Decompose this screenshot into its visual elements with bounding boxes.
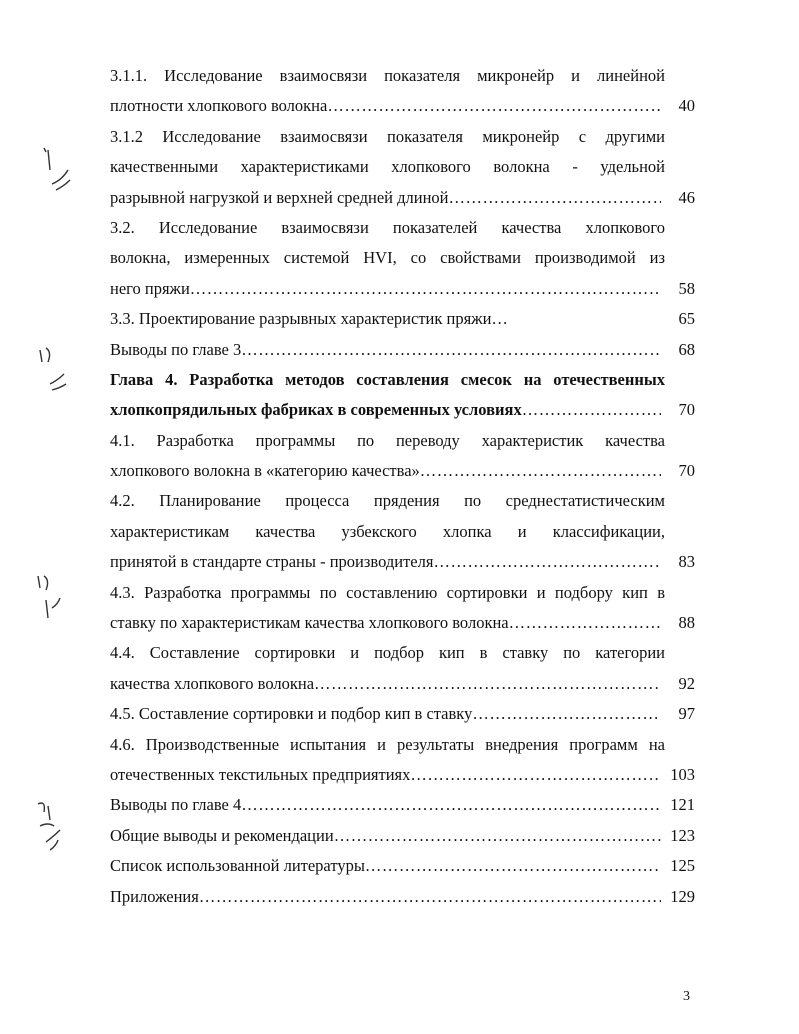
toc-page-number: 70 — [678, 461, 695, 481]
dot-leader — [365, 851, 661, 881]
toc-page-number: 123 — [670, 825, 695, 845]
toc-entry-title-end: хлопкопрядильных фабриках в современных условиях — [110, 400, 522, 420]
toc-entry-general-conclusions[interactable] — [110, 821, 695, 851]
toc-entry-title-end: Общие выводы и рекомендации — [110, 825, 334, 845]
toc-entry-title-end: Список использованной литературы — [110, 856, 365, 876]
toc-entry-title-end: Выводы по главе 3 — [110, 339, 242, 359]
toc-entry-4-6[interactable] — [110, 730, 695, 791]
toc-entry-last-line — [110, 274, 695, 304]
toc-entry-title-end: него пряжи — [110, 278, 190, 298]
toc-entry-4-2[interactable] — [110, 486, 695, 577]
toc-page-number: 88 — [678, 613, 695, 633]
toc-entry-last-line — [110, 183, 695, 213]
dot-leader — [449, 183, 662, 213]
toc-page-number: 121 — [670, 795, 695, 815]
dot-leader — [327, 91, 661, 121]
toc-page-number: 68 — [678, 339, 695, 359]
toc-entry-last-line — [110, 760, 695, 790]
toc-entry-last-line — [110, 547, 695, 577]
toc-page-number: 58 — [678, 278, 695, 298]
toc-entry-title-end: отечественных текстильных предприятиях — [110, 764, 411, 784]
toc-entry-4-4[interactable] — [110, 638, 695, 699]
toc-page-number: 129 — [670, 886, 695, 906]
toc-entry-last-line — [110, 456, 695, 486]
dot-leader — [334, 821, 661, 851]
toc-entry-4-3[interactable] — [110, 578, 695, 639]
toc-entry-text-line: 3.2. Исследование взаимосвязи показателей качества хлопкового — [110, 217, 665, 237]
toc-entry-title-end: плотности хлопкового волокна — [110, 96, 328, 116]
toc-entry-last-line — [110, 851, 695, 881]
handwritten-margin-mark-icon — [34, 796, 74, 866]
toc-entry-text-line: характеристикам качества узбекского хлопка и классификации, — [110, 521, 665, 541]
toc-entry-last-line — [110, 882, 695, 912]
toc-entry-title-end: Выводы по главе 4 — [110, 795, 242, 815]
toc-entry-last-line — [110, 395, 695, 425]
toc-page-number: 40 — [678, 96, 695, 116]
toc-entry-last-line — [110, 335, 695, 365]
toc-entry-title-end: Приложения — [110, 886, 199, 906]
toc-page-number: 70 — [678, 400, 695, 420]
toc-entry-text-line: качественными характеристиками хлопкового волокна - удельной — [110, 157, 665, 177]
dot-leader — [472, 699, 661, 729]
toc-entry-chapter-4[interactable] — [110, 365, 695, 426]
dot-leader — [410, 760, 661, 790]
toc-entry-text-line: 3.1.1. Исследование взаимосвязи показателя микронейр и линейной — [110, 66, 665, 85]
toc-entry-4-5[interactable] — [110, 699, 695, 729]
page-number: 3 — [683, 989, 690, 1004]
toc-page-number: 46 — [678, 187, 695, 207]
toc-entry-title-end: разрывной нагрузкой и верхней средней длиной — [110, 187, 449, 207]
toc-entry-text-line: 4.6. Производственные испытания и результаты внедрения программ на — [110, 734, 665, 754]
toc-entry-3-3[interactable] — [110, 304, 695, 334]
toc-page-number: 65 — [678, 309, 695, 329]
toc-entry-conclusions-ch4[interactable] — [110, 790, 695, 820]
toc-entry-text-line: 3.1.2 Исследование взаимосвязи показателя микронейр с другими — [110, 126, 665, 146]
toc-entry-text-line: Глава 4. Разработка методов составления смесок на отечественных — [110, 369, 665, 389]
toc-entry-title-end: качества хлопкового волокна — [110, 673, 315, 693]
dot-leader — [190, 274, 661, 304]
toc-entry-title-end: 3.3. Проектирование разрывных характеристик пряжи… — [110, 309, 508, 329]
toc-entry-title-end: принятой в стандарте страны - производителя — [110, 552, 434, 572]
handwritten-margin-mark-icon — [38, 140, 78, 200]
toc-entry-text-line: 4.1. Разработка программы по переводу характеристик качества — [110, 430, 665, 450]
toc-entry-conclusions-ch3[interactable] — [110, 335, 695, 365]
toc-entry-3-1-2[interactable] — [110, 122, 695, 213]
toc-page-number: 103 — [670, 764, 695, 784]
toc-entry-last-line — [110, 91, 695, 121]
toc-entry-3-2[interactable] — [110, 213, 695, 304]
toc-entry-text-line: 4.4. Составление сортировки и подбор кип в ставку по категории — [110, 643, 665, 663]
toc-entry-last-line — [110, 669, 695, 699]
handwritten-margin-mark-icon — [36, 340, 76, 410]
toc-entry-appendices[interactable] — [110, 882, 695, 912]
dot-leader — [509, 608, 661, 638]
dot-leader — [420, 456, 661, 486]
toc-page-number: 97 — [678, 704, 695, 724]
toc-entry-last-line — [110, 790, 695, 820]
toc-entry-last-line — [110, 608, 695, 638]
toc-entry-title-end: ставку по характеристикам качества хлопкового волокна — [110, 613, 509, 633]
toc-entry-3-1-1[interactable] — [110, 61, 695, 122]
table-of-contents — [110, 61, 695, 912]
toc-entry-last-line — [110, 304, 695, 334]
toc-entry-text-line: 4.2. Планирование процесса прядения по среднестатистическим — [110, 491, 665, 511]
toc-entry-title-end: хлопкового волокна в «категорию качества» — [110, 461, 420, 481]
handwritten-margin-mark-icon — [34, 570, 74, 630]
dot-leader — [199, 882, 661, 912]
toc-entry-text-line: 4.3. Разработка программы по составлению сортировки и подбору кип в — [110, 582, 665, 602]
dot-leader — [241, 790, 661, 820]
toc-entry-last-line — [110, 821, 695, 851]
dot-leader — [522, 395, 661, 425]
toc-entry-references[interactable] — [110, 851, 695, 881]
dot-leader — [241, 335, 661, 365]
toc-entry-title-end: 4.5. Составление сортировки и подбор кип в ставку — [110, 704, 473, 724]
toc-page-number: 83 — [678, 552, 695, 572]
toc-page-number: 125 — [670, 856, 695, 876]
dot-leader — [314, 669, 661, 699]
toc-page-number: 92 — [678, 673, 695, 693]
dot-leader — [433, 547, 661, 577]
toc-entry-last-line — [110, 699, 695, 729]
toc-entry-text-line: волокна, измеренных системой HVI, со свойствами производимой из — [110, 248, 665, 268]
toc-entry-4-1[interactable] — [110, 426, 695, 487]
